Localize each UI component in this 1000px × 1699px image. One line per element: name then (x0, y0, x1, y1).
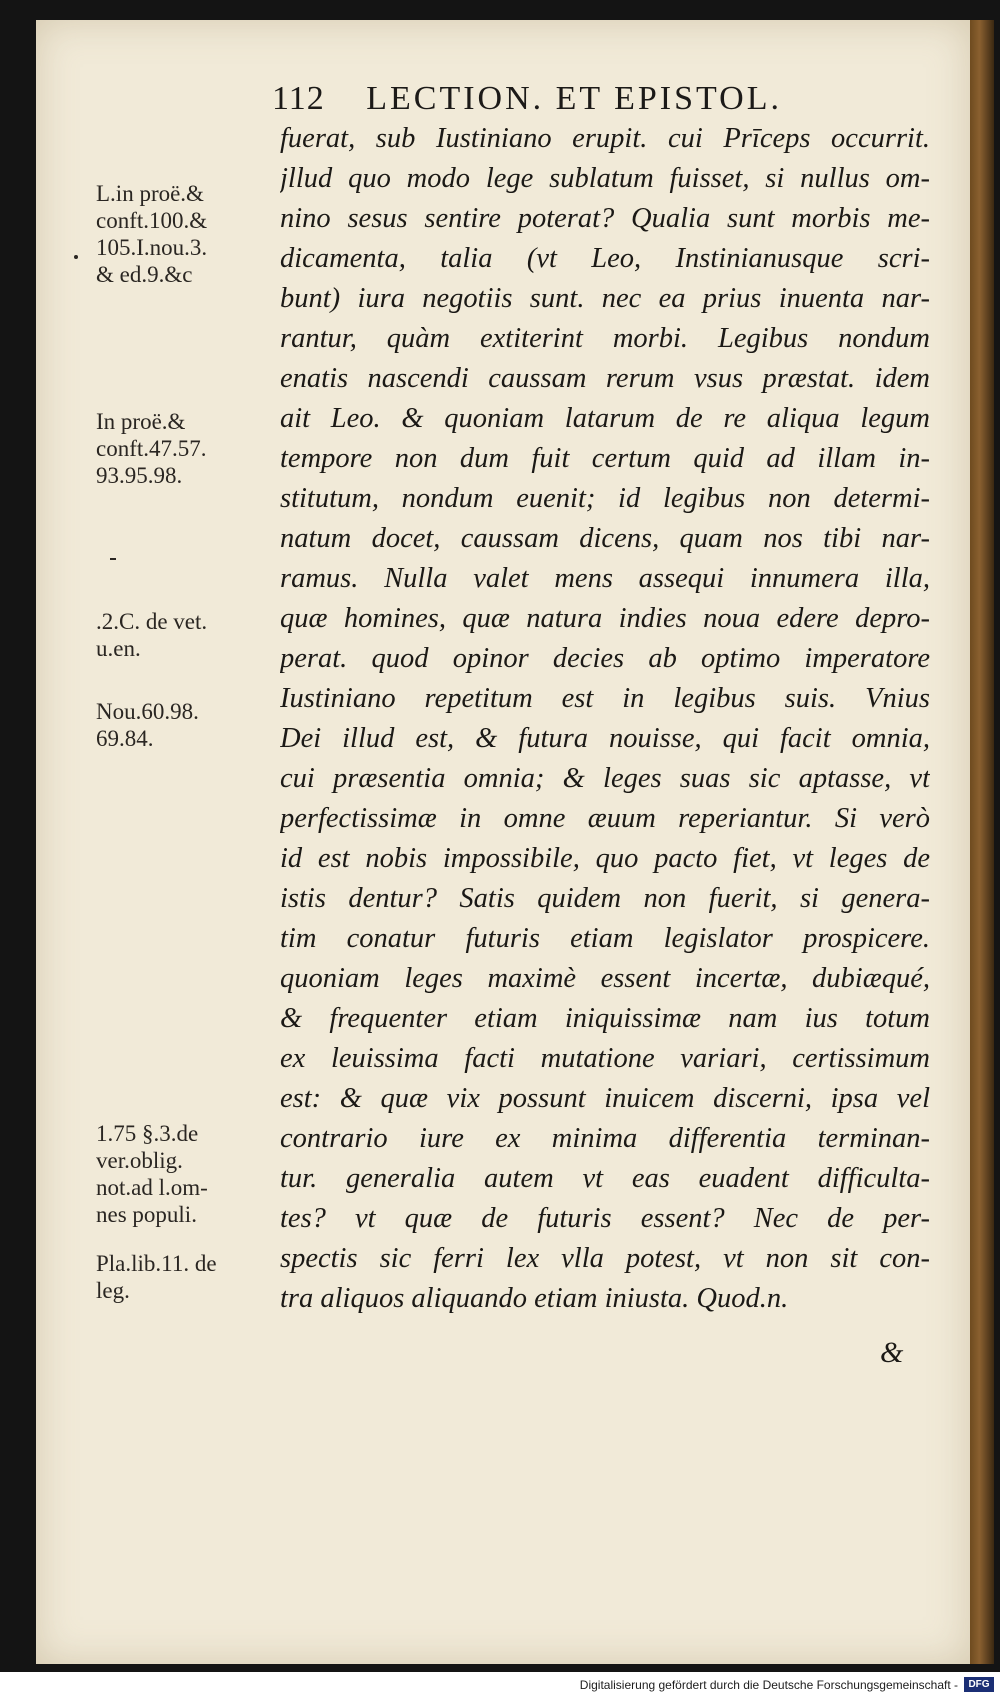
marginal-line: In proë.& (96, 409, 186, 434)
marginal-note-4 (96, 698, 286, 752)
text-line: est: & quæ vix possunt inuicem discerni, ipsa vel (280, 1083, 930, 1114)
footer-credit: Digitalisierung gefördert durch die Deutsche Forschungsgemeinschaft - (579, 1678, 958, 1692)
marginal-line: 93.95.98. (96, 463, 183, 488)
marginal-line: leg. (96, 1278, 130, 1303)
text-line: quoniam leges maximè essent incertæ, dubiæqué, (280, 963, 930, 994)
text-line: tes? vt quæ de futuris essent? Nec de per- (280, 1203, 930, 1234)
text-line: perat. quod opinor decies ab optimo imperatore (280, 643, 930, 674)
marginal-line: conft.100.& (96, 208, 208, 233)
marginal-line: ver.oblig. (96, 1148, 183, 1173)
marginal-line: Pla.lib.11. de (96, 1251, 217, 1276)
text-line: fuerat, sub Iustiniano erupit. cui Prīceps occurrit. (280, 123, 930, 154)
book-edge (970, 20, 994, 1664)
text-line: tra aliquos aliquando etiam iniusta. Quod.n. (280, 1283, 789, 1314)
text-line: jllud quo modo lege sublatum fuisset, si nullus om- (280, 163, 930, 194)
text-line: Dei illud est, & futura nouisse, qui facit omnia, (280, 723, 930, 754)
text-line: quæ homines, quæ natura indies noua edere depro- (280, 603, 930, 634)
text-line: tur. generalia autem vt eas euadent difficulta- (280, 1163, 930, 1194)
marginal-line: .2.C. de vet. (96, 609, 208, 634)
text-line: perfectissimæ in omne æuum reperiantur. Si verò (280, 803, 930, 834)
text-line: enatis nascendi caussam rerum vsus præstat. idem (280, 363, 930, 394)
text-line: & frequenter etiam iniquissimæ nam ius totum (280, 1003, 930, 1034)
marginal-line: Nou.60.98. (96, 699, 199, 724)
text-line: ex leuissima facti mutatione variari, certissimum (280, 1043, 930, 1074)
running-head (272, 80, 922, 118)
text-line: id est nobis impossibile, quo pacto fiet, vt leges de (280, 843, 930, 874)
marginal-line: u.en. (96, 636, 141, 661)
main-text-block (280, 119, 930, 1319)
margin-mark (74, 255, 78, 259)
text-line: bunt) iura negotiis sunt. nec ea prius inuenta nar- (280, 283, 930, 314)
text-line: contrario iure ex minima differentia terminan- (280, 1123, 930, 1154)
margin-mark (110, 558, 116, 560)
dfg-logo: DFG (964, 1677, 994, 1692)
marginal-note-5 (96, 1120, 286, 1228)
marginal-line: not.ad l.om- (96, 1175, 208, 1200)
text-line: ait Leo. & quoniam latarum de re aliqua legum (280, 403, 930, 434)
marginal-note-3 (96, 608, 286, 662)
marginal-line: L.in proë.& (96, 181, 204, 206)
running-title: LECTION. ET EPISTOL. (366, 80, 782, 117)
digitization-footer (0, 1672, 1000, 1699)
marginal-note-2 (96, 408, 286, 489)
marginal-line: 1.75 §.3.de (96, 1121, 199, 1146)
text-line: Iustiniano repetitum est in legibus suis. Vnius (280, 683, 930, 714)
text-line: rantur, quàm extiterint morbi. Legibus nondum (280, 323, 930, 354)
text-line: cui præsentia omnia; & leges suas sic aptasse, vt (280, 763, 930, 794)
marginal-line: 105.I.nou.3. (96, 235, 208, 260)
page-number: 112 (272, 80, 325, 117)
text-line: ramus. Nulla valet mens assequi innumera illa, (280, 563, 930, 594)
marginal-line: & ed.9.&c (96, 262, 193, 287)
marginal-line: conft.47.57. (96, 436, 207, 461)
text-line: dicamenta, talia (vt Leo, Instinianusque scri- (280, 243, 930, 274)
text-line: istis dentur? Satis quidem non fuerit, si genera- (280, 883, 930, 914)
marginal-line: nes populi. (96, 1202, 197, 1227)
text-line: tim conatur futuris etiam legislator prospicere. (280, 923, 930, 954)
text-line: natum docet, caussam dicens, quam nos tibi nar- (280, 523, 930, 554)
text-line: spectis sic ferri lex vlla potest, vt non sit con- (280, 1243, 930, 1274)
text-line: tempore non dum fuit certum quid ad illam in- (280, 443, 930, 474)
marginal-line: 69.84. (96, 726, 154, 751)
text-line: stitutum, nondum euenit; id legibus non determi- (280, 483, 930, 514)
catchword: & (880, 1336, 904, 1369)
text-line: nino sesus sentire poterat? Qualia sunt morbis me- (280, 203, 930, 234)
marginal-note-6 (96, 1250, 286, 1304)
marginal-note-1 (96, 180, 286, 288)
